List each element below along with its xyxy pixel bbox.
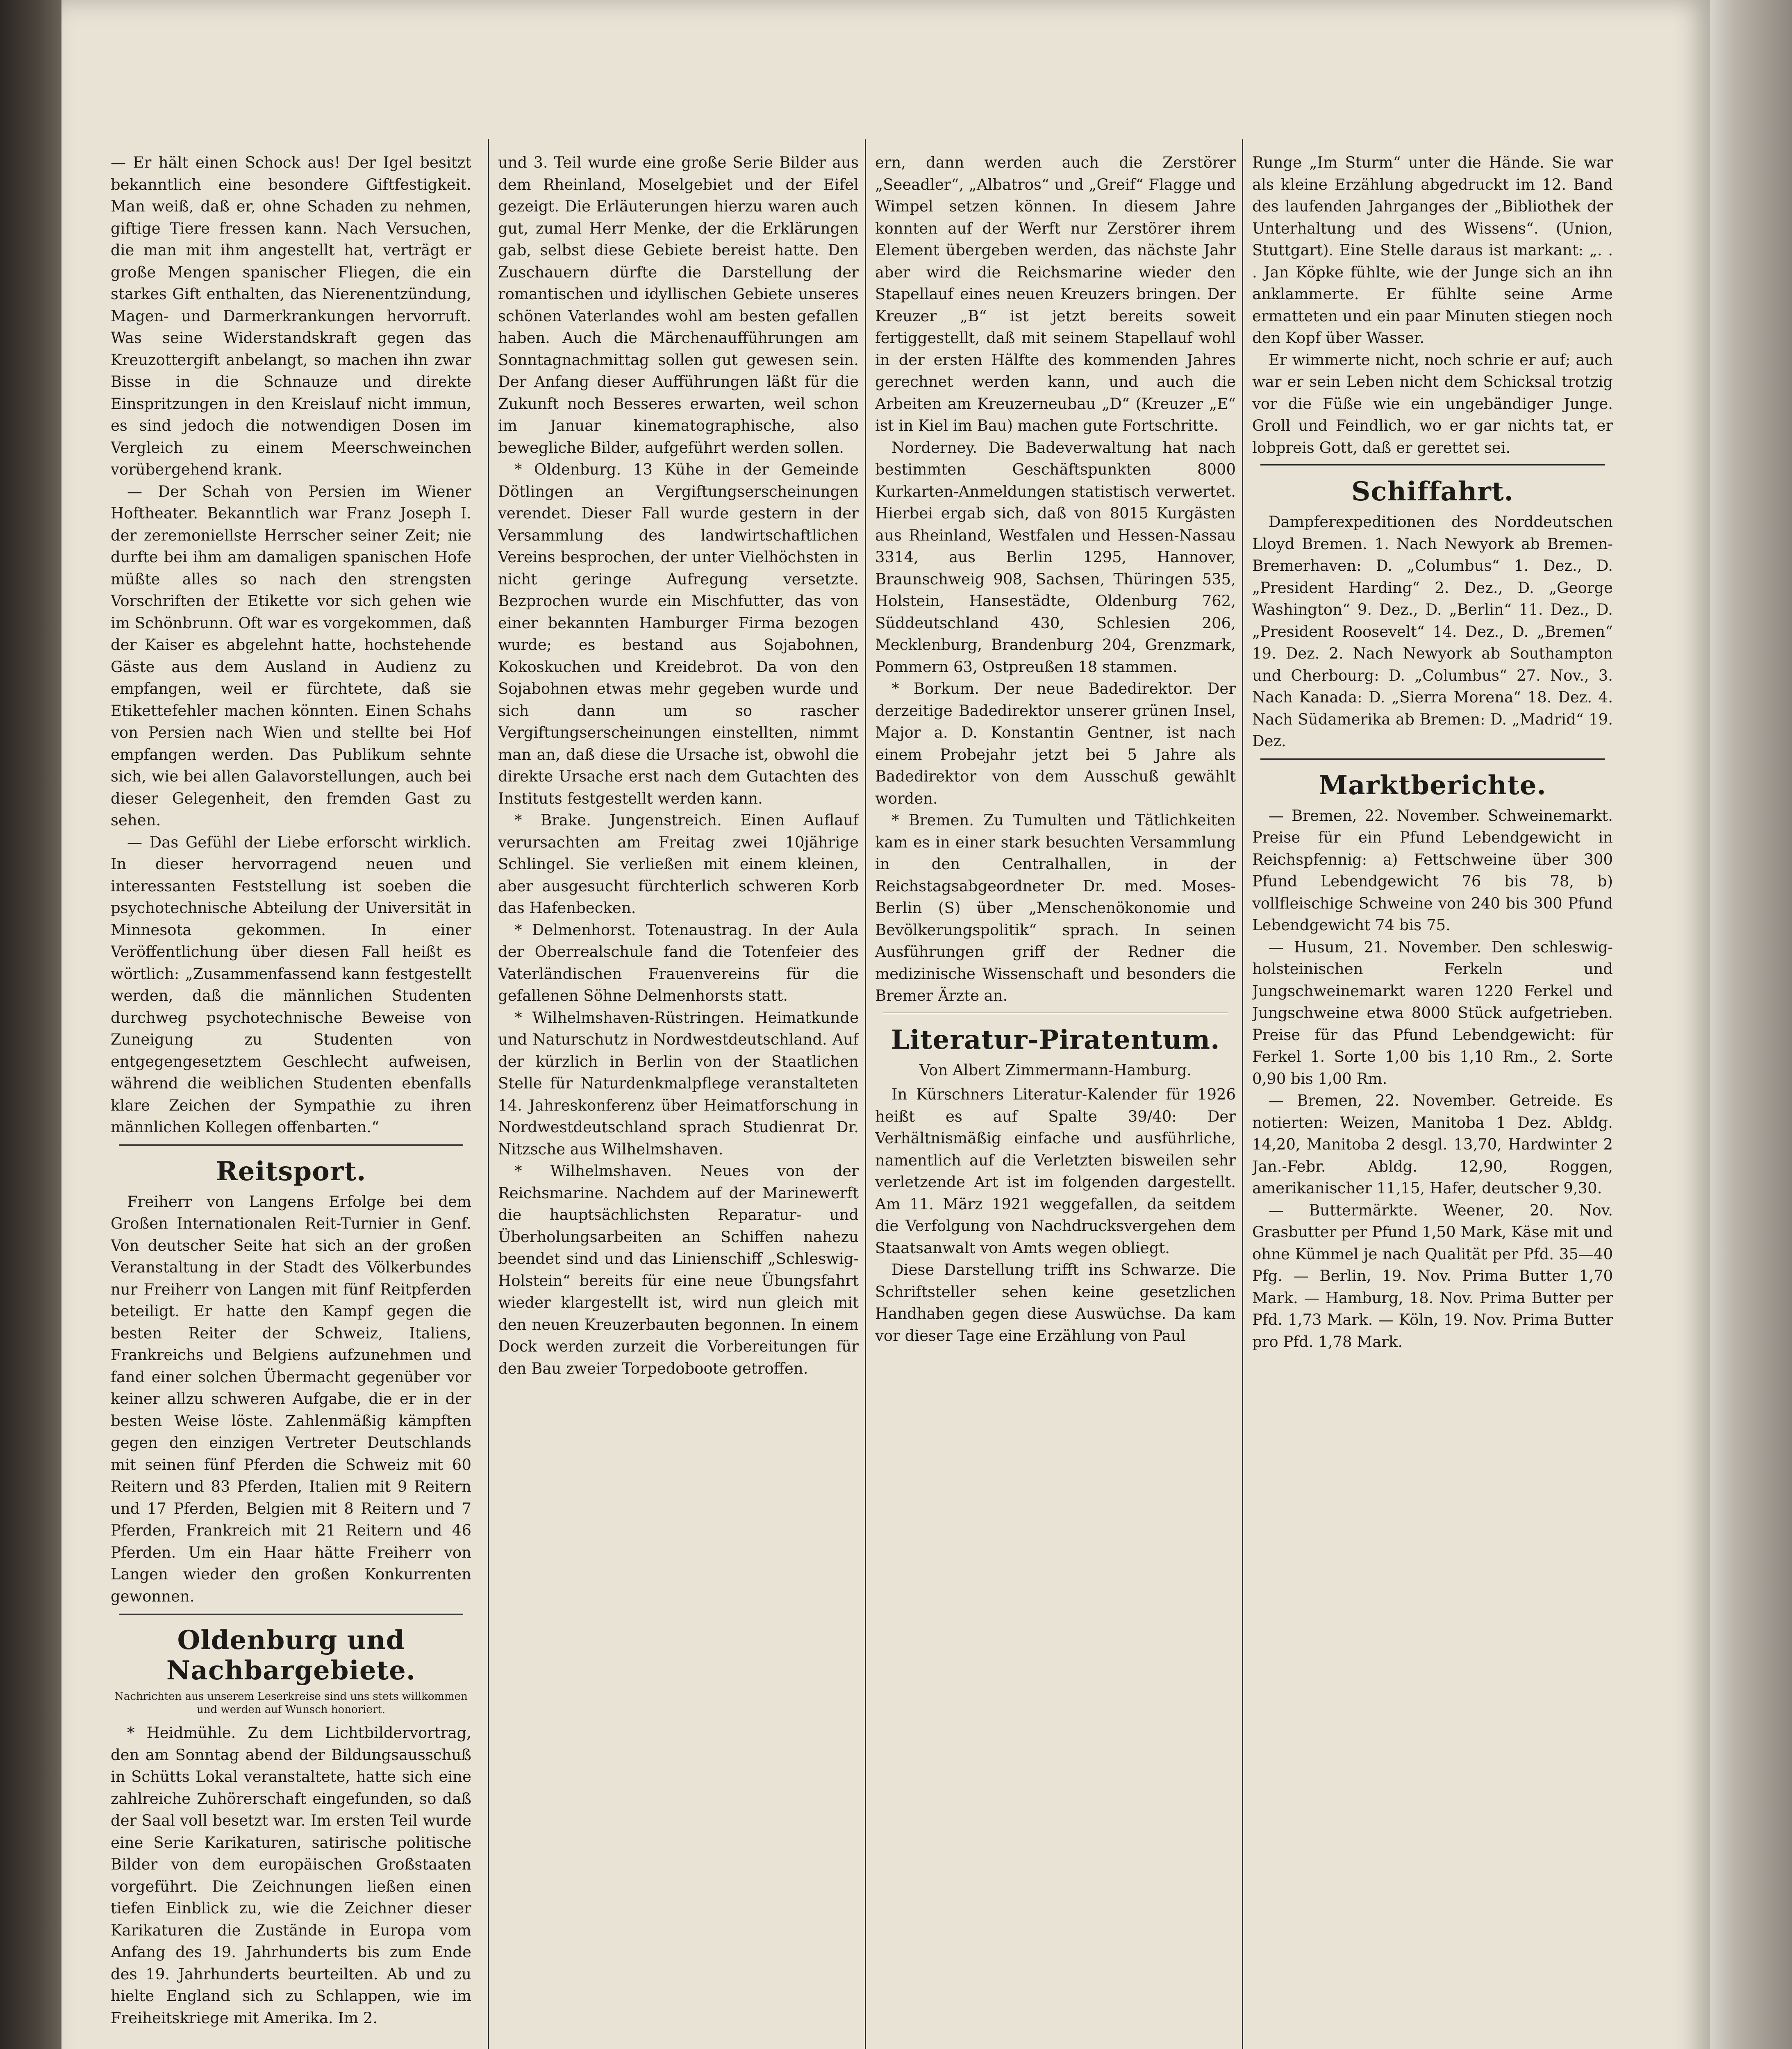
section-divider: [119, 1613, 463, 1615]
article-literatur-cont: Diese Darstellung trifft ins Schwarze. Die Schriftsteller sehen keine gesetzlichen Handhaben gegen diese Auswüchse. Da kam vor dieser Tage eine Erzählung von Paul: [875, 1261, 1236, 1345]
column-rule: [1242, 139, 1243, 2049]
section-heading-reitsport: Reitsport.: [216, 1156, 366, 1187]
column-4: [1252, 152, 1613, 2049]
article-bremen-tumulte: * Bremen. Zu Tumulten und Tätlichkeiten kam es in einer stark besuchten Versammlung in den Centralhallen, in der Reichstagsabgeordneter Dr. med. Moses-Berlin (S) über „Menschenökonomie und Bevölkerungspolitik“ sprach. In seinen Ausführungen griff der Redner die medizinische Wissenschaft und besonders die Bremer Ärzte an.: [875, 811, 1236, 1004]
book-binding: [0, 0, 61, 2049]
article-buttermaerkte: — Buttermärkte. Weener, 20. Nov. Grasbutter per Pfund 1,50 Mark, Käse mit und ohne Kümmel je nach Qualität per Pfd. 35—40 Pfg. — Berlin, 19. Nov. Prima Butter 1,70 Mark. — Hamburg, 18. Nov. Prima Butter per Pfd. 1,73 Mark. — Köln, 19. Nov. Prima Butter pro Pfd. 1,78 Mark.: [1252, 1201, 1613, 1351]
section-heading-markt: Marktberichte.: [1319, 770, 1546, 801]
article-delmenhorst: * Delmenhorst. Totenaustrag. In der Aula der Oberrealschule fand die Totenfeier des Vaterländischen Frauenvereins für die gefallenen Söhne Delmenhorsts statt.: [498, 921, 859, 1004]
newspaper-page: [61, 0, 1710, 2049]
article-husum: — Husum, 21. November. Den schleswig-holsteinischen Ferkeln und Jungschweinemarkt waren 1220 Ferkel und Jungschweine etwa 8000 Stück aufgetrieben. Preise für das Pfund Lebendgewicht: für Ferkel 1. Sorte 1,00 bis 1,10 Rm., 2. Sorte 0,90 bis 1,00 Rm.: [1252, 938, 1613, 1088]
article-wilhelmshaven-marine: * Wilhelmshaven. Neues von der Reichsmarine. Nachdem auf der Marinewerft die hauptsächlichsten Reparatur- und Überholungsarbeiten an Schiffen nahezu beendet sind und das Linienschiff „Schleswig-Holstein“ bereits für eine neue Übungsfahrt wieder klargestellt ist, wird nun gleich mit den neuen Kreuzerbauten begonnen. In einem Dock werden zurzeit die Vorbereitungen für den Bau zweier Torpedoboote getroffen.: [498, 1162, 859, 1377]
section-divider: [1260, 464, 1605, 466]
article-igel: — Er hält einen Schock aus! Der Igel besitzt bekanntlich eine besondere Giftfestigkeit. Man weiß, daß er, ohne Schaden zu nehmen, giftige Tiere fressen kann. Nach Versuchen, die man mit ihm angestellt hat, verträgt er große Mengen spanischer Fliegen, die ein starkes Gift enthalten, das Nierenentzündung, Magen- und Darmerkrankungen hervorruft. Was seine Widerstandskraft gegen das Kreuzottergift anbelangt, so machen ihn zwar Bisse in die Schnauze und direkte Einspritzungen in den Kreislauf nicht immun, es sind jedoch die notwendigen Dosen im Vergleich zu einem Meerschweinchen vorübergehend krank.: [111, 154, 471, 478]
section-subheading: Nachrichten aus unserem Leserkreise sind uns stets willkommen und werden auf Wunsch honoriert.: [114, 1690, 468, 1716]
section-heading-schiffahrt: Schiffahrt.: [1351, 476, 1514, 507]
section-heading-oldenburg: Oldenburg und Nachbargebiete.: [166, 1625, 416, 1686]
article-continued: ern, dann werden auch die Zerstörer „Seeadler“, „Albatros“ und „Greif“ Flagge und Wimpel setzen können. In diesem Jahre konnten auf der Werft nur Zerstörer ihrem Element übergeben werden, das nächste Jahr aber wird die Reichsmarine wieder den Stapellauf eines neuen Kreuzers bringen. Der Kreuzer „B“ ist jetzt bereits soweit fertiggestellt, daß mit seinem Stapellauf wohl in der ersten Hälfte des kommenden Jahres gerechnet werden kann, und auch die Arbeiten am Kreuzerneubau „D“ (Kreuzer „E“ ist in Kiel im Bau) machen gute Fortschritte.: [875, 154, 1236, 434]
section-heading-literatur: Literatur-Piratentum.: [891, 1024, 1220, 1055]
article-schah: — Der Schah von Persien im Wiener Hoftheater. Bekanntlich war Franz Joseph I. der zeremoniellste Herrscher seiner Zeit; nie durfte bei ihm am damaligen spanischen Hofe müßte alles so nach den strengsten Vorschriften der Etikette vor sich gehen wie im Schönbrunn. Oft war es vorgekommen, daß der Kaiser es abgelehnt hatte, hochstehende Gäste aus dem Ausland in Audienz zu empfangen, weil er fürchtete, daß sie Etikettefehler machen könnten. Einen Schahs von Persien nach Wien und stellte bei Hof empfangen werden. Das Publikum sehnte sich, wie bei allen Galavorstellungen, auch bei dieser Gelegenheit, den fremden Gast zu sehen.: [111, 482, 471, 829]
column-2: [498, 152, 859, 2049]
article-reitsport: Freiherr von Langens Erfolge bei dem Großen Internationalen Reit-Turnier in Genf. Von deutscher Seite hat sich an der großen Veranstaltung in der Stadt des Völkerbundes nur Freiherr von Langen mit fünf Reitpferden beteiligt. Er hatte den Kampf gegen die besten Reiter der Schweiz, Italiens, Frankreichs und Belgiens aufzunehmen und fand einer solchen Übermacht gegenüber vor keiner allzu schweren Aufgabe, die er in der besten Weise löste. Zahlenmäßig kämpften gegen den einzigen Vertreter Deutschlands mit seinen fünf Pferden die Schweiz mit 60 Reitern und 83 Pferden, Italien mit 9 Reitern und 17 Pferden, Belgien mit 8 Reitern und 7 Pferden, Frankreich mit 21 Reitern und 46 Pferden. Um ein Haar hätte Freiherr von Langen wieder den großen Konkurrenten gewonnen.: [111, 1193, 471, 1605]
column-3: [875, 152, 1236, 2049]
article-norderney: Norderney. Die Badeverwaltung hat nach bestimmten Geschäftspunkten 8000 Kurkarten-Anmeldungen statistisch verwertet. Hierbei ergab sich, daß von 8015 Kurgästen aus Rheinland, Westfalen und Hessen-Nassau 3314, aus Berlin 1295, Hannover, Braunschweig 908, Sachsen, Thüringen 535, Holstein, Hansestädte, Oldenburg 762, Süddeutschland 430, Schlesien 206, Mecklenburg, Brandenburg 204, Grenzmark, Pommern 63, Ostpreußen 18 stammen.: [875, 438, 1236, 676]
article-brake: * Brake. Jungenstreich. Einen Auflauf verursachten am Freitag zwei 10jährige Schlingel. Sie verließen mit einem kleinen, aber ausgesucht fürchterlich schweren Korb das Hafenbecken.: [498, 811, 859, 917]
byline: Von Albert Zimmermann-Hamburg.: [919, 1061, 1192, 1079]
article-heidmuehle: * Heidmühle. Zu dem Lichtbildervortrag, den am Sonntag abend der Bildungsausschuß in Schütts Lokal veranstaltete, hatte sich eine zahlreiche Zuhörerschaft eingefunden, so daß der Saal voll besetzt war. Im ersten Teil wurde eine Serie Karikaturen, satirische politische Bilder von dem europäischen Großstaaten vorgeführt. Die Zeichnungen ließen einen tiefen Einblick zu, wie die Zeichner dieser Karikaturen die Zustände in Europa vom Anfang des 19. Jahrhunderts bis zum Ende des 19. Jahrhunderts beurteilten. Ab und zu hielte England sich zu Schlappen, wie im Freiheitskriege mit Amerika. Im 2.: [111, 1724, 471, 2027]
page-edge: [1710, 0, 1792, 2049]
section-divider: [1260, 758, 1605, 760]
article-continued: Runge „Im Sturm“ unter die Hände. Sie war als kleine Erzählung abgedruckt im 12. Band des laufenden Jahrganges der „Bibliothek der Unterhaltung und des Wissens“. (Union, Stuttgart). Eine Stelle daraus ist markant: „. . . Jan Köpke fühlte, wie der Junge sich an ihn anklammerte. Er fühlte seine Arme ermatteten und ein paar Minuten stiegen noch den Kopf über Wasser.: [1252, 154, 1613, 347]
column-1: [111, 152, 471, 2049]
article-runge-quote: Er wimmerte nicht, noch schrie er auf; auch war er sein Leben nicht dem Schicksal trotzig vor die Füße wie ein ungebändiger Junge. Groll und Feindlich, wo er gar nichts tat, er lobpreis Gott, daß er gerettet sei.: [1252, 351, 1613, 457]
article-continued: und 3. Teil wurde eine große Serie Bilder aus dem Rheinland, Moselgebiet und der Eifel gezeigt. Die Erläuterungen hierzu waren auch gut, zumal Herr Menke, der die Erklärungen gab, selbst diese Gebiete bereist hatte. Den Zuschauern dürfte die Darstellung der romantischen und idyllischen Gebiete unseres schönen Vaterlandes wohl am besten gefallen haben. Auch die Märchenaufführungen am Sonntagnachmittag sollen gut gewesen sein. Der Anfang dieser Aufführungen läßt für die Zukunft noch Besseres erwarten, weil schon im Januar kinematographische, also bewegliche Bilder, aufgeführt werden sollen.: [498, 154, 859, 457]
article-wilhelmshaven-heimatkunde: * Wilhelmshaven-Rüstringen. Heimatkunde und Naturschutz in Nordwestdeutschland. Auf der kürzlich in Berlin von der Staatlichen Stelle für Naturdenkmalpflege veranstalteten 14. Jahreskonferenz über Heimatforschung in Nordwestdeutschland sprach Studienrat Dr. Nitzsche aus Wilhelmshaven.: [498, 1009, 859, 1158]
section-divider: [883, 1013, 1228, 1014]
article-dampferexpeditionen: Dampferexpeditionen des Norddeutschen Lloyd Bremen. 1. Nach Newyork ab Bremen-Bremerhaven: D. „Columbus“ 1. Dez., D. „President Harding“ 2. Dez., D. „George Washington“ 9. Dez., D. „Berlin“ 11. Dez., D. „President Roosevelt“ 14. Dez., D. „Bremen“ 19. Dez. 2. Nach Newyork ab Southampton und Cherbourg: D. „Columbus“ 27. Nov., 3. Nach Kanada: D. „Sierra Morena“ 18. Dez. 4. Nach Südamerika ab Bremen: D. „Madrid“ 19. Dez.: [1252, 513, 1613, 750]
article-getreide: — Bremen, 22. November. Getreide. Es notierten: Weizen, Manitoba 1 Dez. Abldg. 14,20, Manitoba 2 desgl. 13,70, Hardwinter 2 Jan.-Febr. Abldg. 12,90, Roggen, amerikanischer 11,15, Hafer, deutscher 9,30.: [1252, 1092, 1613, 1197]
article-literatur: In Kürschners Literatur-Kalender für 1926 heißt es auf Spalte 39/40: Der Verhältnismäßig einfache und ausführliche, namentlich auf die Verletzten bisweilen sehr verletzende Art ist im folgenden dargestellt. Am 11. März 1921 weggefallen, da seitdem die Verfolgung von Nachdrucksvergehen dem Staatsanwalt von Amts wegen obliegt.: [875, 1086, 1236, 1257]
column-rule: [488, 139, 489, 2049]
section-divider: [119, 1144, 463, 1146]
article-schweinemarkt: — Bremen, 22. November. Schweinemarkt. Preise für ein Pfund Lebendgewicht in Reichspfennig: a) Fettschweine über 300 Pfund Lebendgewicht 76 bis 78, b) vollfleischige Schweine von 240 bis 300 Pfund Lebendgewicht 74 bis 75.: [1252, 806, 1613, 934]
article-oldenburg-kuehe: * Oldenburg. 13 Kühe in der Gemeinde Dötlingen an Vergiftungserscheinungen verendet. Dieser Fall wurde gestern in der Versammlung des landwirtschaftlichen Vereins besprochen, der unter Vielhöchsten in nicht geringe Aufregung versetzte. Bezprochen wurde ein Mischfutter, das von einer bekannten Hamburger Firma bezogen wurde; es bestand aus Sojabohnen, Kokoskuchen und Kreidebrot. Da von den Sojabohnen etwas mehr gegeben wurde und sich dann um so rascher Vergiftungserscheinungen einstellten, nimmt man an, daß diese die Ursache ist, obwohl die direkte Ursache erst nach dem Gutachten des Instituts festgestellt werden kann.: [498, 461, 859, 807]
article-liebe: — Das Gefühl der Liebe erforscht wirklich. In dieser hervorragend neuen und interessanten Feststellung ist soeben die psychotechnische Abteilung der Universität in Minnesota gekommen. In einer Veröffentlichung über diesen Fall heißt es wörtlich: „Zusammenfassend kann festgestellt werden, daß die männlichen Studenten durchweg psychotechnische Beweise von Zuneigung zu Studenten von entgegengesetztem Geschlecht aufweisen, während die weiblichen Studenten ebenfalls klare Zeichen der Sympathie zu ihren männlichen Kollegen offenbarten.“: [111, 833, 471, 1136]
article-borkum: * Borkum. Der neue Badedirektor. Der derzeitige Badedirektor unserer grünen Insel, Major a. D. Konstantin Gentner, ist nach einem Probejahr jetzt bei 5 Jahre als Badedirektor von dem Ausschuß gewählt worden.: [875, 680, 1236, 807]
column-rule: [865, 139, 866, 2049]
